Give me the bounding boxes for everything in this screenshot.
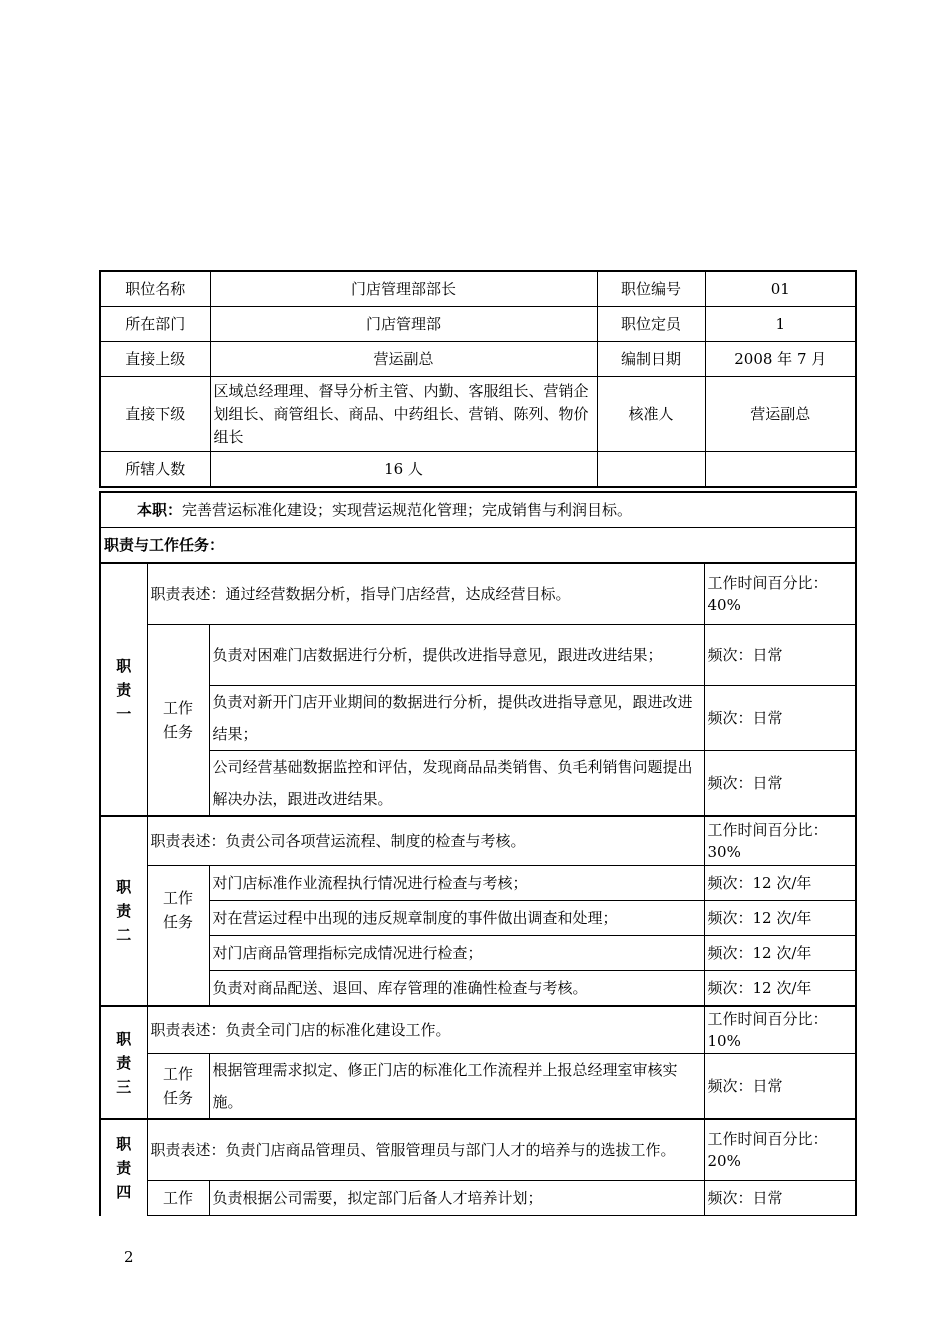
label-staff-count: 所辖人数 <box>100 452 210 488</box>
duty-1-task-row <box>100 686 856 751</box>
value-direct-subordinates: 区域总经理理、督导分析主管、内勤、客服组长、营销企划组长、商管组长、商品、中药组长、营销、陈列、物价组长 <box>210 377 597 452</box>
label-compile-date: 编制日期 <box>597 342 705 377</box>
duty-4-task-1: 负责根据公司需要，拟定部门后备人才培养计划； <box>209 1181 704 1216</box>
value-headcount-quota: 1 <box>705 307 856 342</box>
duty-1-task-label: 工作 任务 <box>147 625 209 817</box>
duty-2-task-2-freq: 频次：12 次/年 <box>704 901 856 936</box>
info-row-subordinates <box>100 377 856 452</box>
job-summary-label: 本职： <box>137 501 183 519</box>
duty-1-name: 职 责 一 <box>100 563 147 816</box>
duty-4-name: 职 责 四 <box>100 1119 147 1216</box>
duty-2-task-row <box>100 901 856 936</box>
duty-3-description: 职责表述：负责全司门店的标准化建设工作。 <box>147 1006 704 1054</box>
job-summary <box>100 492 856 528</box>
duty-2-desc-row <box>100 816 856 866</box>
duty-3-name: 职 责 三 <box>100 1006 147 1119</box>
duty-1-task-2: 负责对新开门店开业期间的数据进行分析，提供改进指导意见，跟进改进结果； <box>209 686 704 751</box>
value-position-name: 门店管理部部长 <box>210 271 597 307</box>
value-position-code: 01 <box>705 271 856 307</box>
label-approver: 核准人 <box>597 377 705 452</box>
info-row-staff-count <box>100 452 856 488</box>
empty-cell <box>597 452 705 488</box>
duty-2-task-row <box>100 866 856 901</box>
duty-1-task-1: 负责对困难门店数据进行分析，提供改进指导意见，跟进改进结果； <box>209 625 704 686</box>
info-row-title <box>100 271 856 307</box>
duty-2-task-3-freq: 频次：12 次/年 <box>704 936 856 971</box>
duty-2-task-1-freq: 频次：12 次/年 <box>704 866 856 901</box>
duty-2-task-1: 对门店标准作业流程执行情况进行检查与考核； <box>209 866 704 901</box>
duty-1-desc-row <box>100 563 856 625</box>
duty-2-time-percent: 工作时间百分比：30% <box>704 816 856 866</box>
label-direct-superior: 直接上级 <box>100 342 210 377</box>
duty-2-task-2: 对在营运过程中出现的违反规章制度的事件做出调查和处理； <box>209 901 704 936</box>
duties-table <box>99 491 857 1216</box>
duty-2-name: 职 责 二 <box>100 816 147 1006</box>
label-position-code: 职位编号 <box>597 271 705 307</box>
info-row-superior <box>100 342 856 377</box>
duty-3-task-label: 工作 任务 <box>147 1054 209 1120</box>
job-summary-text: 完善营运标准化建设；实现营运规范化管理；完成销售与利润目标。 <box>182 501 633 519</box>
label-department: 所在部门 <box>100 307 210 342</box>
duty-2-task-row <box>100 936 856 971</box>
value-staff-count: 16 人 <box>210 452 597 488</box>
duty-1-task-row <box>100 625 856 686</box>
duty-4-description: 职责表述：负责门店商品管理员、管服管理员与部门人才的培养与的选拔工作。 <box>147 1119 704 1181</box>
info-row-dept <box>100 307 856 342</box>
duty-1-task-3: 公司经营基础数据监控和评估，发现商品品类销售、负毛利销售问题提出解决办法，跟进改进结果。 <box>209 751 704 817</box>
label-headcount-quota: 职位定员 <box>597 307 705 342</box>
duty-3-task-row <box>100 1054 856 1120</box>
duty-2-task-4-freq: 频次：12 次/年 <box>704 971 856 1007</box>
section-row <box>100 528 856 564</box>
label-position-name: 职位名称 <box>100 271 210 307</box>
duty-1-task-1-freq: 频次：日常 <box>704 625 856 686</box>
duty-2-description: 职责表述：负责公司各项营运流程、制度的检查与考核。 <box>147 816 704 866</box>
empty-cell <box>705 452 856 488</box>
duty-4-time-percent: 工作时间百分比：20% <box>704 1119 856 1181</box>
position-info-table <box>99 270 857 488</box>
duty-3-task-1-freq: 频次：日常 <box>704 1054 856 1120</box>
section-title: 职责与工作任务： <box>100 528 856 564</box>
duty-3-time-percent: 工作时间百分比：10% <box>704 1006 856 1054</box>
duty-2-task-3: 对门店商品管理指标完成情况进行检查； <box>209 936 704 971</box>
duty-4-task-row <box>100 1181 856 1216</box>
duty-1-task-2-freq: 频次：日常 <box>704 686 856 751</box>
page-number: 2 <box>124 1248 134 1266</box>
label-direct-subordinates: 直接下级 <box>100 377 210 452</box>
duty-4-desc-row <box>100 1119 856 1181</box>
value-direct-superior: 营运副总 <box>210 342 597 377</box>
value-compile-date: 2008 年 7 月 <box>705 342 856 377</box>
duty-2-task-4: 负责对商品配送、退回、库存管理的准确性检查与考核。 <box>209 971 704 1007</box>
duty-4-task-label: 工作 <box>147 1181 209 1216</box>
value-approver: 营运副总 <box>705 377 856 452</box>
duty-1-time-percent: 工作时间百分比：40% <box>704 563 856 625</box>
duty-2-task-row <box>100 971 856 1007</box>
duty-4-task-1-freq: 频次：日常 <box>704 1181 856 1216</box>
duty-1-task-3-freq: 频次：日常 <box>704 751 856 817</box>
duty-1-task-row <box>100 751 856 817</box>
duty-2-task-label: 工作 任务 <box>147 866 209 1007</box>
duty-1-description: 职责表述：通过经营数据分析，指导门店经营，达成经营目标。 <box>147 563 704 625</box>
duty-3-task-1: 根据管理需求拟定、修正门店的标准化工作流程并上报总经理室审核实施。 <box>209 1054 704 1120</box>
duty-3-desc-row <box>100 1006 856 1054</box>
summary-row <box>100 492 856 528</box>
value-department: 门店管理部 <box>210 307 597 342</box>
